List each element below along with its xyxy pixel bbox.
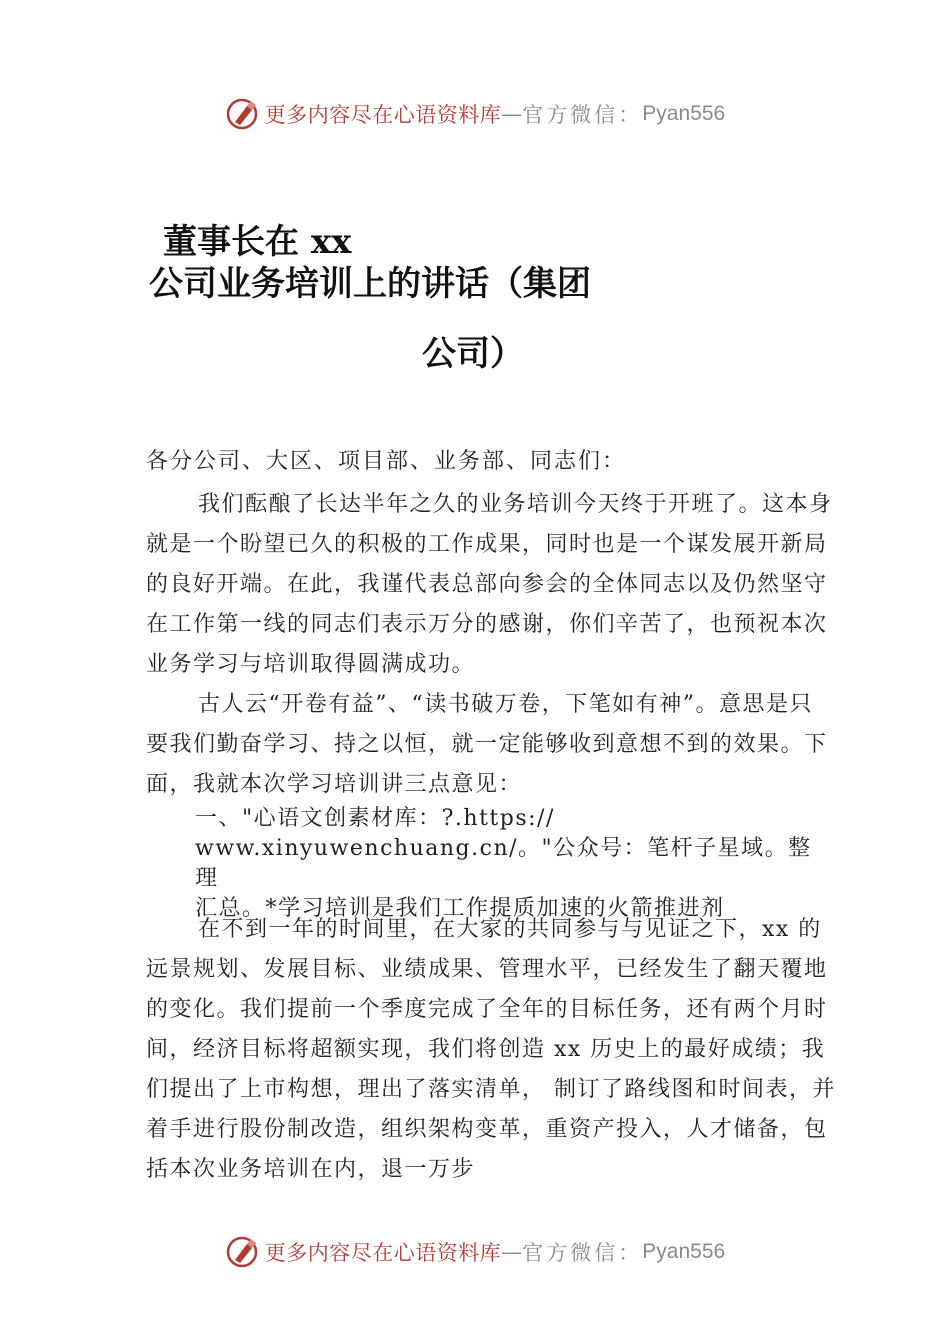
pen-nib-logo-icon [225, 1234, 261, 1270]
paragraph-4 [146, 910, 836, 1190]
paragraph-1 [146, 485, 836, 685]
footer-banner [0, 1232, 950, 1272]
section-heading-line-2: www.xinyuwenchuang.cn/。"公众号：笔杆子星域。整理 [195, 836, 812, 891]
banner-site-name: 更多内容尽在心语资料库 [264, 1241, 502, 1265]
section-heading-1 [195, 804, 835, 924]
banner-site-name: 更多内容尽在心语资料库 [264, 103, 502, 127]
header-banner [0, 94, 950, 134]
section-heading-line-1: 一、"心语文创素材库：?.https:// [195, 806, 555, 831]
banner-wechat-label: 官方微信： [522, 1241, 643, 1265]
banner-wechat-id: Pyan556 [642, 1240, 726, 1263]
doc-title-line-2: 公司业务培训上的讲话（集团 [149, 264, 591, 304]
banner-wechat-label: 官方微信： [522, 103, 643, 127]
banner-dash: — [501, 102, 523, 126]
paragraph-4-text: 在不到一年的时间里，在大家的共同参与与见证之下，xx 的远景规划、发展目标、业绩成果、管理水平，已经发生了翻天覆地的变化。我们提前一个季度完成了全年的目标任务，还有两个月时间，经济目标将超额实现，我们将创造 xx 历史上的最好成绩；我们提出了上市构想，理出了落实清单， 制订了路线图和时间表，并着手进行股份制改造，组织架构变革，重资产投入，人才储备，包括本次业务培训在内，退一万步 [146, 917, 836, 1182]
banner-dash: — [501, 1240, 523, 1264]
section-heading-line-3: 汇总。*学习培训是我们工作提质加速的火箭推进剂 [195, 896, 725, 921]
doc-title-line-1: 董事长在 xx [163, 222, 352, 262]
paragraph-2 [146, 685, 836, 805]
paragraph-2-text: 古人云“开卷有益”、“读书破万卷，下笔如有神”。意思是只要我们勤奋学习、持之以恒，就一定能够收到意想不到的效果。下面，我就本次学习培训讲三点意见： [146, 692, 828, 797]
paragraph-1-text: 我们酝酿了长达半年之久的业务培训今天终于开班了。这本身就是一个盼望已久的积极的工作成果，同时也是一个谋发展开新局的良好开端。在此，我谨代表总部向参会的全体同志以及仍然坚守在工作第一线的同志们表示万分的感谢，你们辛苦了，也预祝本次业务学习与培训取得圆满成功。 [146, 492, 833, 677]
banner-wechat-id: Pyan556 [642, 102, 726, 125]
doc-title-line-3: 公司） [422, 334, 524, 374]
pen-nib-logo-icon [225, 96, 261, 132]
salutation: 各分公司、大区、项目部、业务部、同志们： [146, 449, 627, 474]
